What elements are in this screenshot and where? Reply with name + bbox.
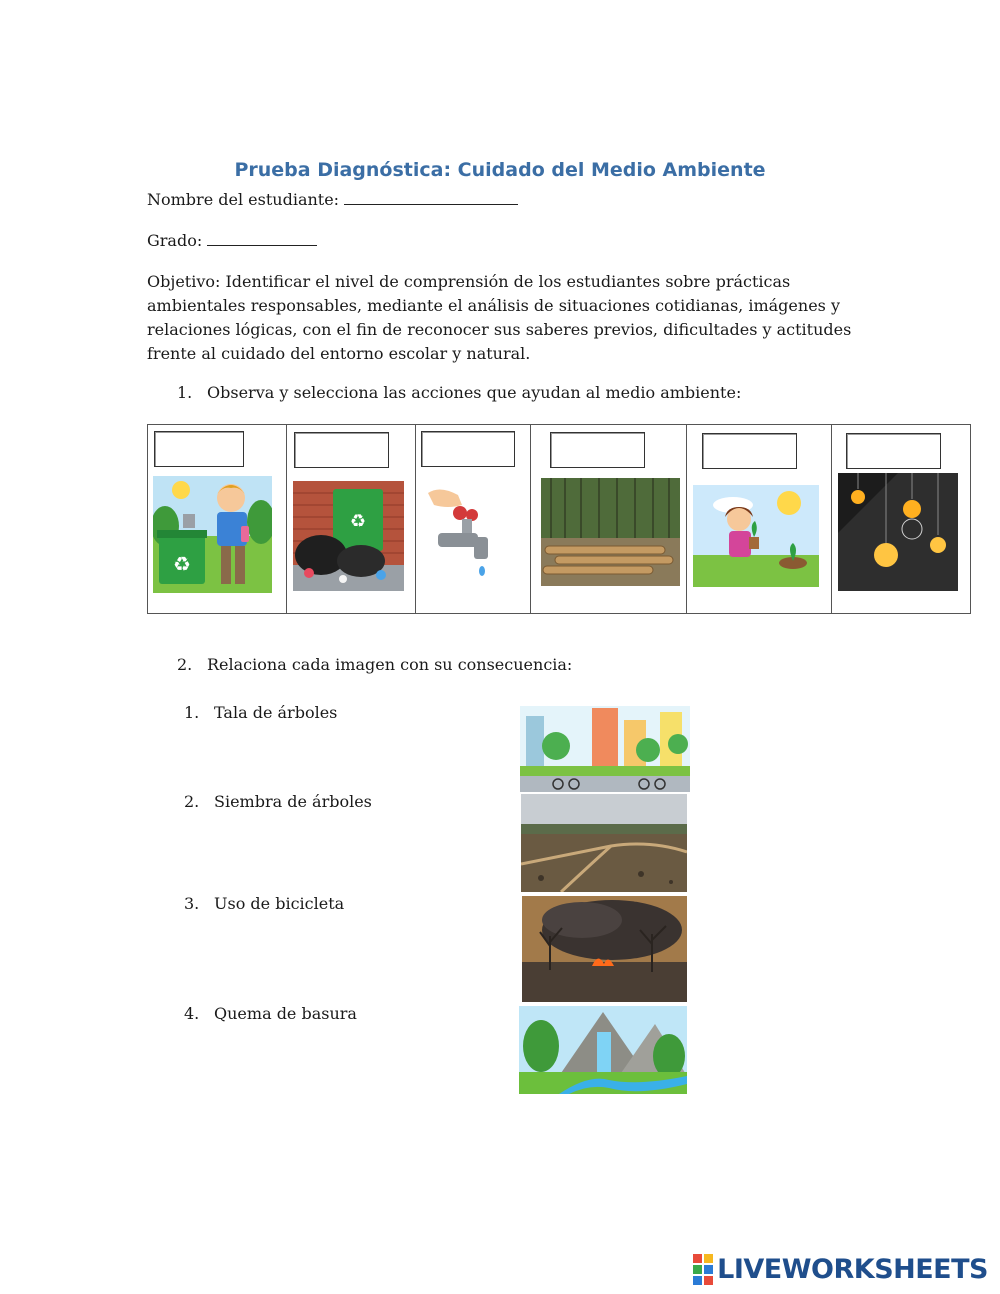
student-name-label: Nombre del estudiante: — [147, 190, 340, 209]
grade-line — [147, 229, 317, 253]
grade-label: Grado: — [147, 231, 203, 250]
action-cell-planting — [687, 425, 832, 614]
match-item-2: 2. Siembra de árboles — [184, 792, 372, 811]
svg-text:♻: ♻ — [173, 552, 191, 576]
action-checkbox-3[interactable] — [421, 431, 515, 467]
overflowing-trash-image — [293, 481, 404, 591]
action-checkbox-4[interactable] — [550, 432, 645, 468]
action-checkbox-5[interactable] — [702, 433, 797, 469]
question-2-text: Relaciona cada imagen con su consecuencia: — [207, 655, 573, 674]
dripping-faucet-image — [422, 485, 498, 585]
student-name-blank[interactable] — [344, 190, 518, 205]
action-cell-faucet — [416, 425, 531, 614]
brand-name: LIVEWORKSHEETS — [717, 1254, 988, 1285]
match-item-3: 3. Uso de bicicleta — [184, 894, 345, 913]
action-checkbox-6[interactable] — [846, 433, 941, 469]
action-cell-recycling — [148, 425, 287, 614]
action-cell-logging — [531, 425, 687, 614]
question-2-number: 2. — [177, 655, 193, 674]
logo-icon — [693, 1254, 713, 1285]
question-1 — [177, 383, 741, 402]
liveworksheets-logo — [693, 1254, 988, 1285]
match-item-label: Tala de árboles — [214, 703, 338, 722]
question-1-number: 1. — [177, 383, 193, 402]
match-item-1: 1. Tala de árboles — [184, 703, 338, 722]
child-recycling-image — [153, 476, 272, 593]
grade-blank[interactable] — [207, 231, 317, 246]
action-cell-bulbs — [832, 425, 971, 614]
action-cell-trash — [287, 425, 416, 614]
light-bulbs-image — [838, 473, 958, 591]
svg-text:♻: ♻ — [349, 511, 367, 532]
action-checkbox-1[interactable] — [154, 431, 244, 467]
match-item-label: Quema de basura — [214, 1004, 357, 1023]
match-item-4: 4. Quema de basura — [184, 1004, 357, 1023]
match-item-label: Uso de bicicleta — [214, 894, 345, 913]
question-2 — [177, 655, 572, 674]
objective-paragraph: Objetivo: Identificar el nivel de comprensión de los estudiantes sobre prácticas ambientales responsables, mediante el análisis de situaciones cotidianas, imágenes y relaciones lógicas, con el fin de reconocer sus saberes previos, dificultades y actitudes frente al cuidado del entorno escolar y natural. — [147, 272, 852, 363]
deforested-land-image[interactable] — [521, 794, 687, 892]
deforestation-image — [541, 478, 680, 586]
city-bikes-image[interactable] — [520, 706, 690, 792]
question-1-text: Observa y selecciona las acciones que ayudan al medio ambiente: — [207, 383, 742, 402]
girl-planting-image — [693, 485, 819, 587]
page-title: Prueba Diagnóstica: Cuidado del Medio Ambiente — [234, 159, 766, 181]
student-name-line — [147, 188, 518, 212]
action-checkbox-2[interactable] — [294, 432, 389, 468]
match-item-label: Siembra de árboles — [214, 792, 372, 811]
actions-table — [147, 424, 971, 614]
waterfall-landscape-image[interactable] — [519, 1006, 687, 1094]
burning-land-image[interactable] — [522, 896, 687, 1002]
